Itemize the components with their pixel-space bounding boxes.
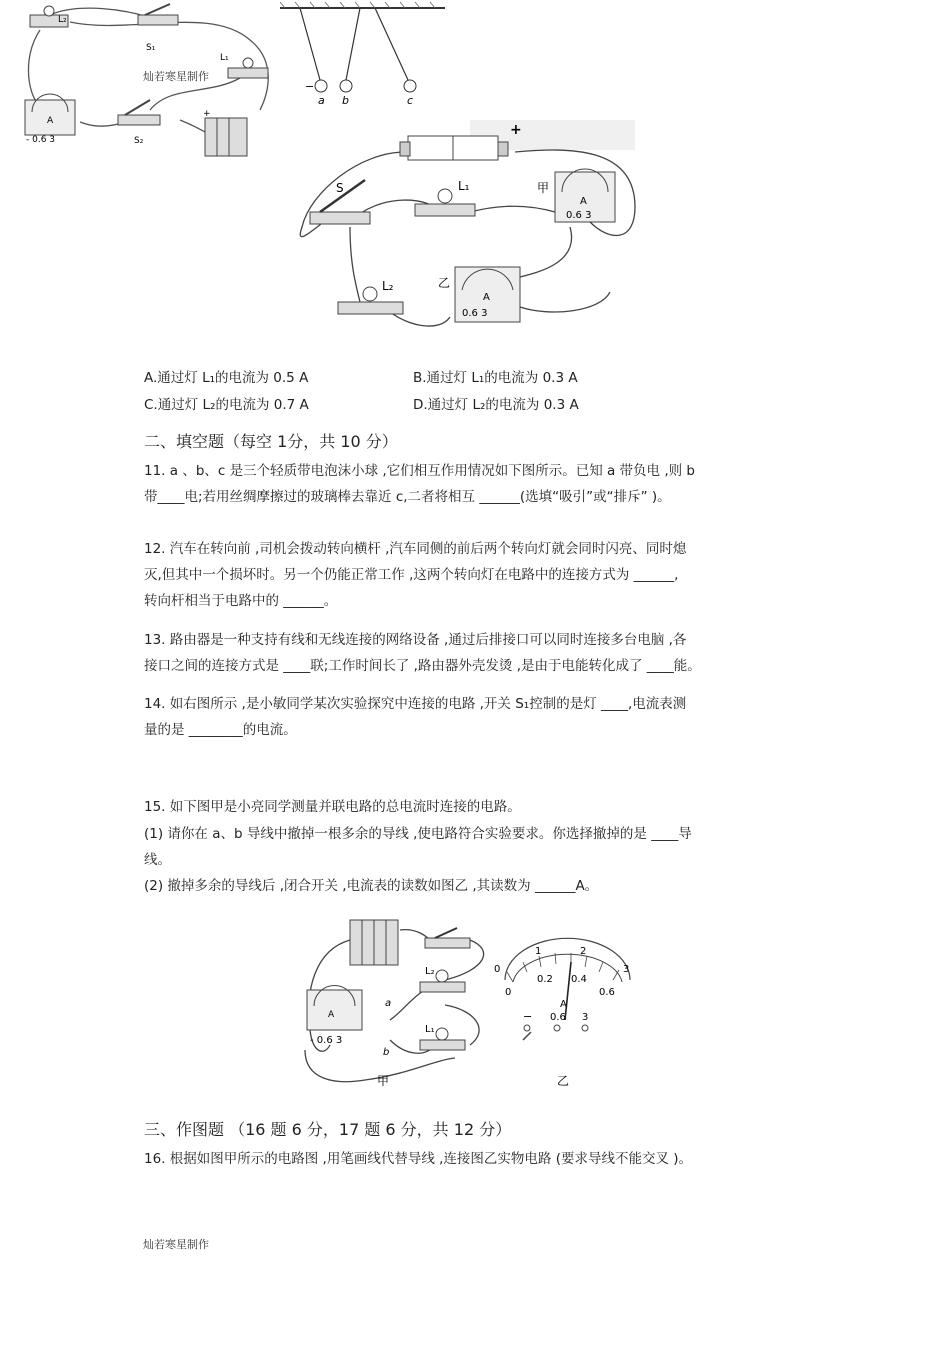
scale-bottom-0: 0 (505, 987, 512, 998)
fig1-label-L2: L₂ (58, 15, 67, 25)
scale-top-2: 2 (580, 946, 587, 957)
figure-q10-circuit (290, 112, 650, 362)
fig15-label-L2: L₂ (425, 966, 435, 977)
ammeter-jia-label: 甲 (537, 181, 550, 195)
meter-terminal-minus: − (523, 1010, 533, 1023)
ball-a-label: a (318, 94, 325, 107)
figure-q11-balls (280, 0, 450, 110)
q13-line1: 13. 路由器是一种支持有线和无线连接的网络设备 ,通过后排接口可以同时连接多台电脑 ,各 (144, 632, 687, 648)
scale-bottom-06: 0.6 (599, 987, 615, 998)
watermark-bottom: 灿若寒星制作 (143, 1238, 209, 1251)
lamp-L2-label: L₂ (382, 279, 394, 293)
lamp-L1-label: L₁ (458, 179, 470, 193)
section2-title: 二、填空题（每空 1分，共 10 分） (144, 432, 398, 451)
ammeter-jia-A: A (580, 196, 587, 207)
q14-line2: 量的是 ________的电流。 (144, 722, 297, 738)
q11-line1: 11. a 、b、c 是三个轻质带电泡沫小球 ,它们相互作用情况如下图所示。已知 a 带负电 ,则 b (144, 463, 695, 479)
fig1-label-S2: S₂ (134, 136, 144, 146)
watermark-top: 灿若寒星制作 (143, 70, 209, 83)
q16-text: 16. 根据如图甲所示的电路图 ,用笔画线代替导线 ,连接图乙实物电路 (要求导线不能交叉 )。 (144, 1151, 693, 1167)
meter-A: A (560, 999, 567, 1010)
switch-S-label: S (336, 181, 344, 195)
scale-bottom-04: 0.4 (571, 974, 587, 985)
ball-a-charge: − (305, 80, 315, 93)
ammeter-yi-A: A (483, 292, 490, 303)
fig15-ammeter-A: A (328, 1010, 335, 1020)
fig15-wire-a: a (385, 998, 392, 1009)
fig15-terminals: - 0.6 3 (310, 1035, 343, 1046)
figure-q14-circuit (10, 0, 280, 185)
battery-plus: + (510, 122, 522, 138)
ball-b-label: b (342, 94, 349, 107)
figure-q15 (295, 910, 655, 1105)
q12-line3: 转向杆相当于电路中的 ______。 (144, 593, 338, 609)
scale-bottom-02: 0.2 (537, 974, 553, 985)
option-b[interactable]: B.通过灯 L₁的电流为 0.3 A (413, 370, 578, 386)
fig1-label-plus: + (203, 109, 211, 119)
ammeter-jia-terminals: 0.6 3 (566, 210, 592, 221)
option-c[interactable]: C.通过灯 L₂的电流为 0.7 A (144, 397, 309, 413)
option-a[interactable]: A.通过灯 L₁的电流为 0.5 A (144, 370, 309, 386)
meter-terminal-06: 0.6 (550, 1012, 566, 1023)
section3-title: 三、作图题 （16 题 6 分，17 题 6 分，共 12 分） (144, 1120, 512, 1139)
fig15-label-jia: 甲 (377, 1074, 390, 1088)
fig15-label-yi: 乙 (557, 1074, 570, 1088)
q15-line4: (2) 撤掉多余的导线后 ,闭合开关 ,电流表的读数如图乙 ,其读数为 ______A。 (144, 878, 599, 894)
option-d[interactable]: D.通过灯 L₂的电流为 0.3 A (413, 397, 579, 413)
ammeter-yi-terminals: 0.6 3 (462, 308, 488, 319)
fig1-terminals: - 0.6 3 (26, 135, 56, 145)
ammeter-yi-label: 乙 (438, 276, 451, 290)
fig1-label-L1: L₁ (220, 53, 229, 63)
q15-line3: 线。 (144, 852, 171, 868)
q15-line1: 15. 如下图甲是小亮同学测量并联电路的总电流时连接的电路。 (144, 799, 521, 815)
fig1-label-A: A (47, 116, 54, 126)
fig15-wire-b: b (383, 1047, 390, 1058)
q12-line1: 12. 汽车在转向前 ,司机会拨动转向横杆 ,汽车同侧的前后两个转向灯就会同时闪亮、同时熄 (144, 541, 687, 557)
ball-c-label: c (407, 94, 414, 107)
scale-top-3: 3 (623, 964, 630, 975)
scale-top-1: 1 (535, 946, 542, 957)
q15-line2: (1) 请你在 a、b 导线中撤掉一根多余的导线 ,使电路符合实验要求。你选择撤掉的是 ____导 (144, 826, 692, 842)
fig15-label-L1: L₁ (425, 1024, 435, 1035)
meter-terminal-3: 3 (582, 1012, 589, 1023)
q12-line2: 灭,但其中一个损坏时。另一个仍能正常工作 ,这两个转向灯在电路中的连接方式为 ______, (144, 567, 679, 583)
q14-line1: 14. 如右图所示 ,是小敏同学某次实验探究中连接的电路 ,开关 S₁控制的是灯 ____,电流表测 (144, 696, 687, 712)
fig1-label-S1: S₁ (146, 43, 156, 53)
q13-line2: 接口之间的连接方式是 ____联;工作时间长了 ,路由器外壳发烫 ,是由于电能转化成了 ____能。 (144, 658, 701, 674)
q11-line2: 带____电;若用丝绸摩擦过的玻璃棒去靠近 c,二者将相互 ______(选填“吸引”或“排斥” )。 (144, 489, 671, 505)
scale-top-0: 0 (494, 964, 501, 975)
